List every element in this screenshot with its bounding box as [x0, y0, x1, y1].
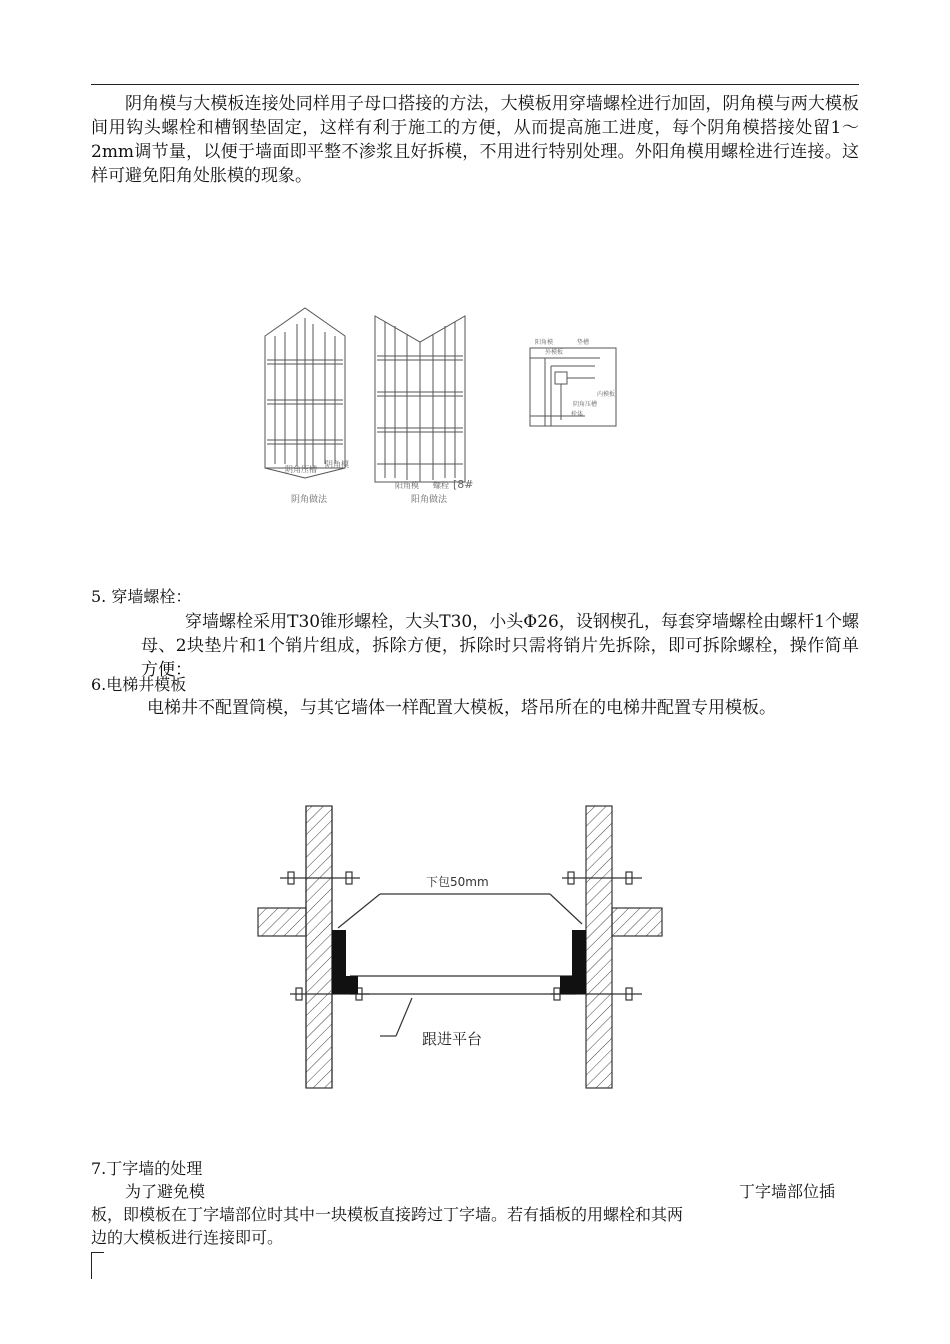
- inner-corner-groove-label: 阴角压槽: [285, 465, 317, 474]
- section-7-line2: 板，即模板在丁字墙部位时其中一块模板直接跨过丁字墙。若有插板的用螺栓和其两: [91, 1205, 684, 1224]
- detail-label-groove: 阴角压槽: [573, 401, 598, 408]
- intro-paragraph: 阴角模与大模板连接处同样用子母口搭接的方法，大模板用穿墙螺栓进行加固，阴角模与两大模板间用钩头螺栓和槽钢垫固定，这样有利于施工的方便，从而提高施工进度，每个阴角模搭接处留1～2mm调节量，以便于墙面即平整不渗浆且好拆模，不用进行特别处理。外阳角模用螺栓进行连接。这样可避免阳角处胀模的现象。: [91, 94, 859, 186]
- channel-label: [8#: [453, 478, 474, 491]
- left-formwork-block: [332, 930, 346, 994]
- elevator-shaft-figure: [250, 800, 670, 1092]
- right-formwork-block: [572, 930, 586, 994]
- section-7-line3: 边的大模板进行连接即可。: [91, 1228, 284, 1247]
- section-5-body: 穿墙螺栓采用T30锥形螺栓，大头T30，小头Φ26，设钢楔孔，每套穿墙螺栓由螺杆1个螺母、2块垫片和1个销片组成，拆除方便，拆除时只需将销片先拆除，即可拆除螺栓，操作简单方便：: [141, 612, 859, 680]
- section-6-heading: 6.电梯井模板: [91, 675, 187, 694]
- left-formwork-foot: [346, 976, 358, 994]
- section-7-heading: 7.丁字墙的处理: [91, 1159, 203, 1178]
- outer-corner-mould-label: 阳角模: [395, 481, 419, 490]
- right-formwork-foot: [560, 976, 572, 994]
- outer-corner-caption: 阳角做法: [411, 495, 448, 505]
- inner-corner-mould-label: 阴角模: [325, 460, 349, 469]
- section-6-body: 电梯井不配置筒模，与其它墙体一样配置大模板，塔吊所在的电梯井配置专用模板。: [147, 698, 776, 718]
- detail-label-outer-panel: 外模板: [545, 349, 564, 356]
- follow-platform-label: 跟进平台: [422, 1030, 483, 1048]
- detail-label-inner-panel: 内模板: [597, 391, 616, 398]
- detail-label-channel: 垫槽: [577, 339, 590, 346]
- section-5-heading: 5. 穿墙螺栓：: [91, 587, 192, 606]
- section-7-line1-left: 为了避免模: [125, 1182, 206, 1201]
- inner-corner-caption: 阴角做法: [291, 495, 328, 505]
- bolt-label: 螺栓: [433, 481, 449, 490]
- section-7-line1-right: 丁字墙部位插: [739, 1182, 836, 1201]
- corner-formwork-figure: [255, 296, 625, 510]
- cover-50mm-label: 下包50mm: [426, 875, 489, 889]
- page-corner-mark: [91, 1252, 104, 1279]
- detail-label-bolt-body: 栓体: [571, 411, 584, 418]
- detail-label-outer-mould: 阳角模: [535, 339, 554, 346]
- header-rule: [91, 84, 859, 85]
